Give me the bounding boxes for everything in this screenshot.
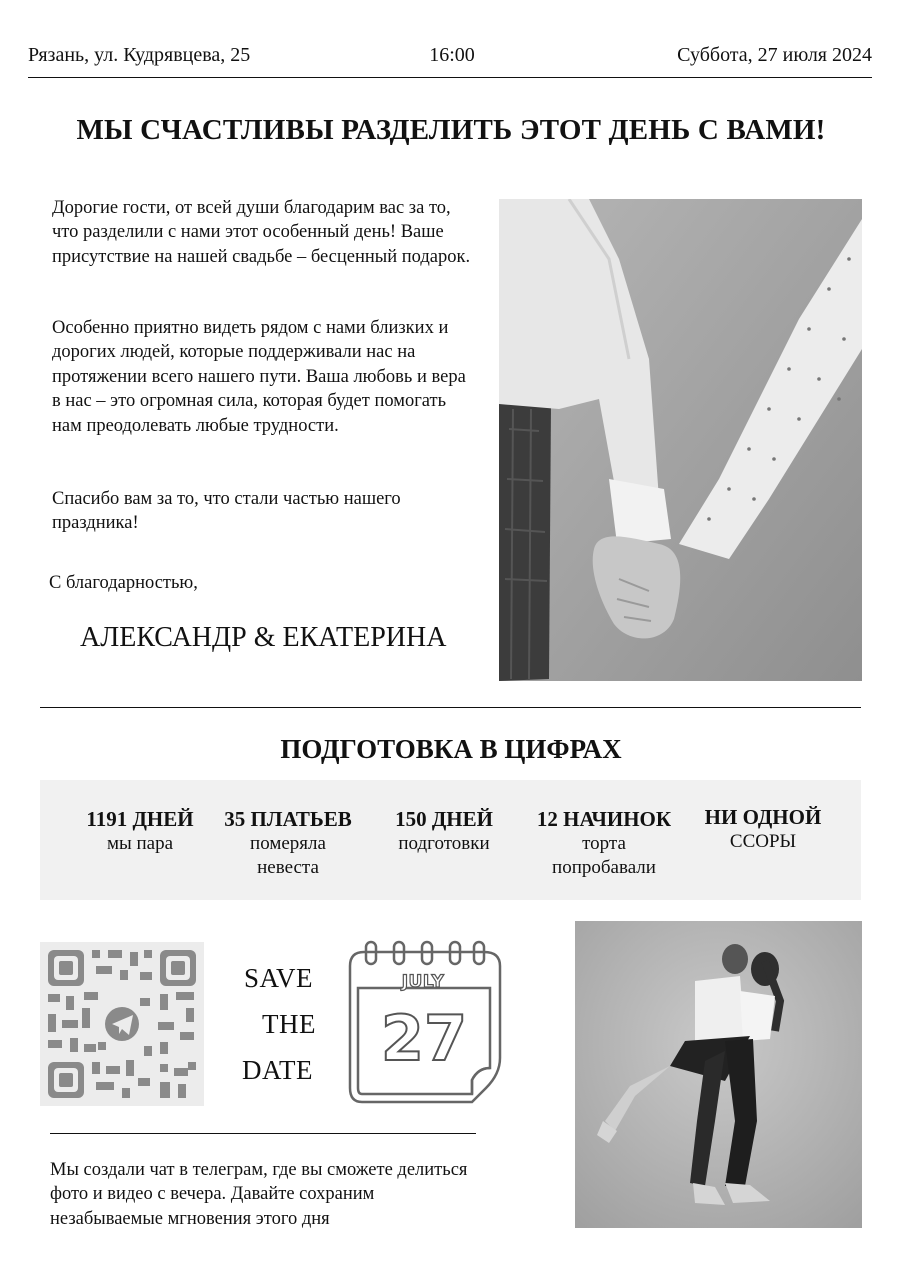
telegram-qr-code-icon[interactable] [40,942,204,1106]
date-text: DATE [242,1055,313,1085]
stat-description: подготовки [398,833,490,854]
page-title: МЫ СЧАСТЛИВЫ РАЗДЕЛИТЬ ЭТОТ ДЕНЬ С ВАМИ! [76,114,826,146]
calendar-month: JULY [401,972,445,992]
stat-number: 1191 ДНЕЙ [86,807,194,831]
stat-item [678,804,848,854]
stat-description: ССОРЫ [729,831,797,852]
stat-item [359,806,529,856]
stat-item [203,806,373,880]
letter-paragraph-1: Дорогие гости, от всей души благодарим вас за то, что разделили с нами этот особенный день! Ваше присутствие на нашей свадьбе – бесценный подарок. [52,198,471,267]
holding-hands-photo [499,199,862,681]
stat-number: 150 ДНЕЙ [395,807,493,831]
header-divider [28,77,872,78]
save-text: SAVE [244,963,314,993]
the-text: THE [262,1009,316,1039]
stat-description: померяла невеста [250,833,326,878]
stat-description: торта попробавали [552,833,656,878]
venue-address: Рязань, ул. Кудрявцева, 25 [28,44,251,66]
section-divider [40,707,861,708]
chat-divider [50,1133,476,1134]
letter-closing: С благодарностью, [49,573,198,593]
stat-description: мы пара [106,833,174,854]
calendar-day: 27 [380,1002,468,1075]
event-date: Суббота, 27 июля 2024 [677,44,872,66]
stat-item [519,806,689,880]
chat-invitation-text: Мы создали чат в телеграм, где вы сможете делиться фото и видео с вечера. Давайте сохраним незабываемые мгновения этого дня [50,1160,468,1229]
stat-number: 35 ПЛАТЬЕВ [224,807,352,831]
stat-item [55,806,225,856]
stat-number: 12 НАЧИНОК [536,807,672,831]
stat-number: НИ ОДНОЙ [704,805,822,829]
couple-photo [575,921,862,1228]
letter-paragraph-3: Спасибо вам за то, что стали частью нашего праздника! [52,489,401,534]
event-time: 16:00 [429,44,475,66]
couple-signature: АЛЕКСАНДР & ЕКАТЕРИНА [80,622,447,653]
letter-paragraph-2: Особенно приятно видеть рядом с нами близких и дорогих людей, которые поддерживали нас на протяжении всего нашего пути. Ваша любовь и вера в нас – это огромная сила, которая будет помогать нам преодолевать любые трудности. [52,318,466,436]
stats-title: ПОДГОТОВКА В ЦИФРАХ [280,734,622,764]
